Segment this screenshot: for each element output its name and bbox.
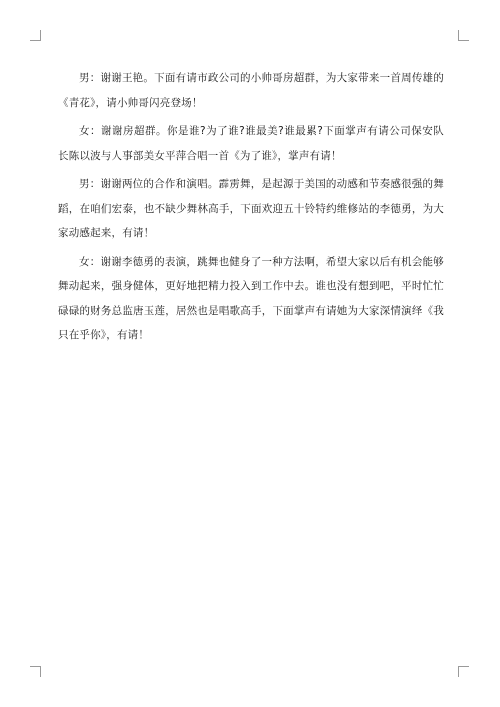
crop-mark-top-right (458, 30, 469, 41)
paragraph-2: 女：谢谢房超群。你是谁?为了谁?谁最美?谁最累?下面掌声有请公司保安队长陈以波与人事部美女平萍合唱一首《为了谁》，掌声有请！ (58, 125, 444, 162)
paragraph-1: 男：谢谢王艳。下面有请市政公司的小帅哥房超群，为大家带来一首周传雄的《青花》，请小帅哥闪亮登场！ (58, 72, 444, 109)
crop-mark-bottom-right (458, 666, 469, 677)
document-body (58, 66, 444, 352)
crop-mark-bottom-left (30, 666, 41, 677)
paragraph-4: 女：谢谢李德勇的表演，跳舞也健身了一种方法啊，希望大家以后有机会能够舞动起来，强身健体，更好地把精力投入到工作中去。谁也没有想到吧，平时忙忙碌碌的财务总监唐玉莲，居然也是唱歌高手，下面掌声有请她为大家深情演绎《我只在乎你》，有请！ (58, 255, 444, 341)
crop-mark-top-left (30, 30, 41, 41)
paragraph-3: 男：谢谢两位的合作和演唱。霹雳舞，是起源于美国的动感和节奏感很强的舞蹈，在咱们宏泰，也不缺少舞林高手，下面欢迎五十铃特约维修站的李德勇，为大家动感起来，有请！ (58, 178, 444, 239)
